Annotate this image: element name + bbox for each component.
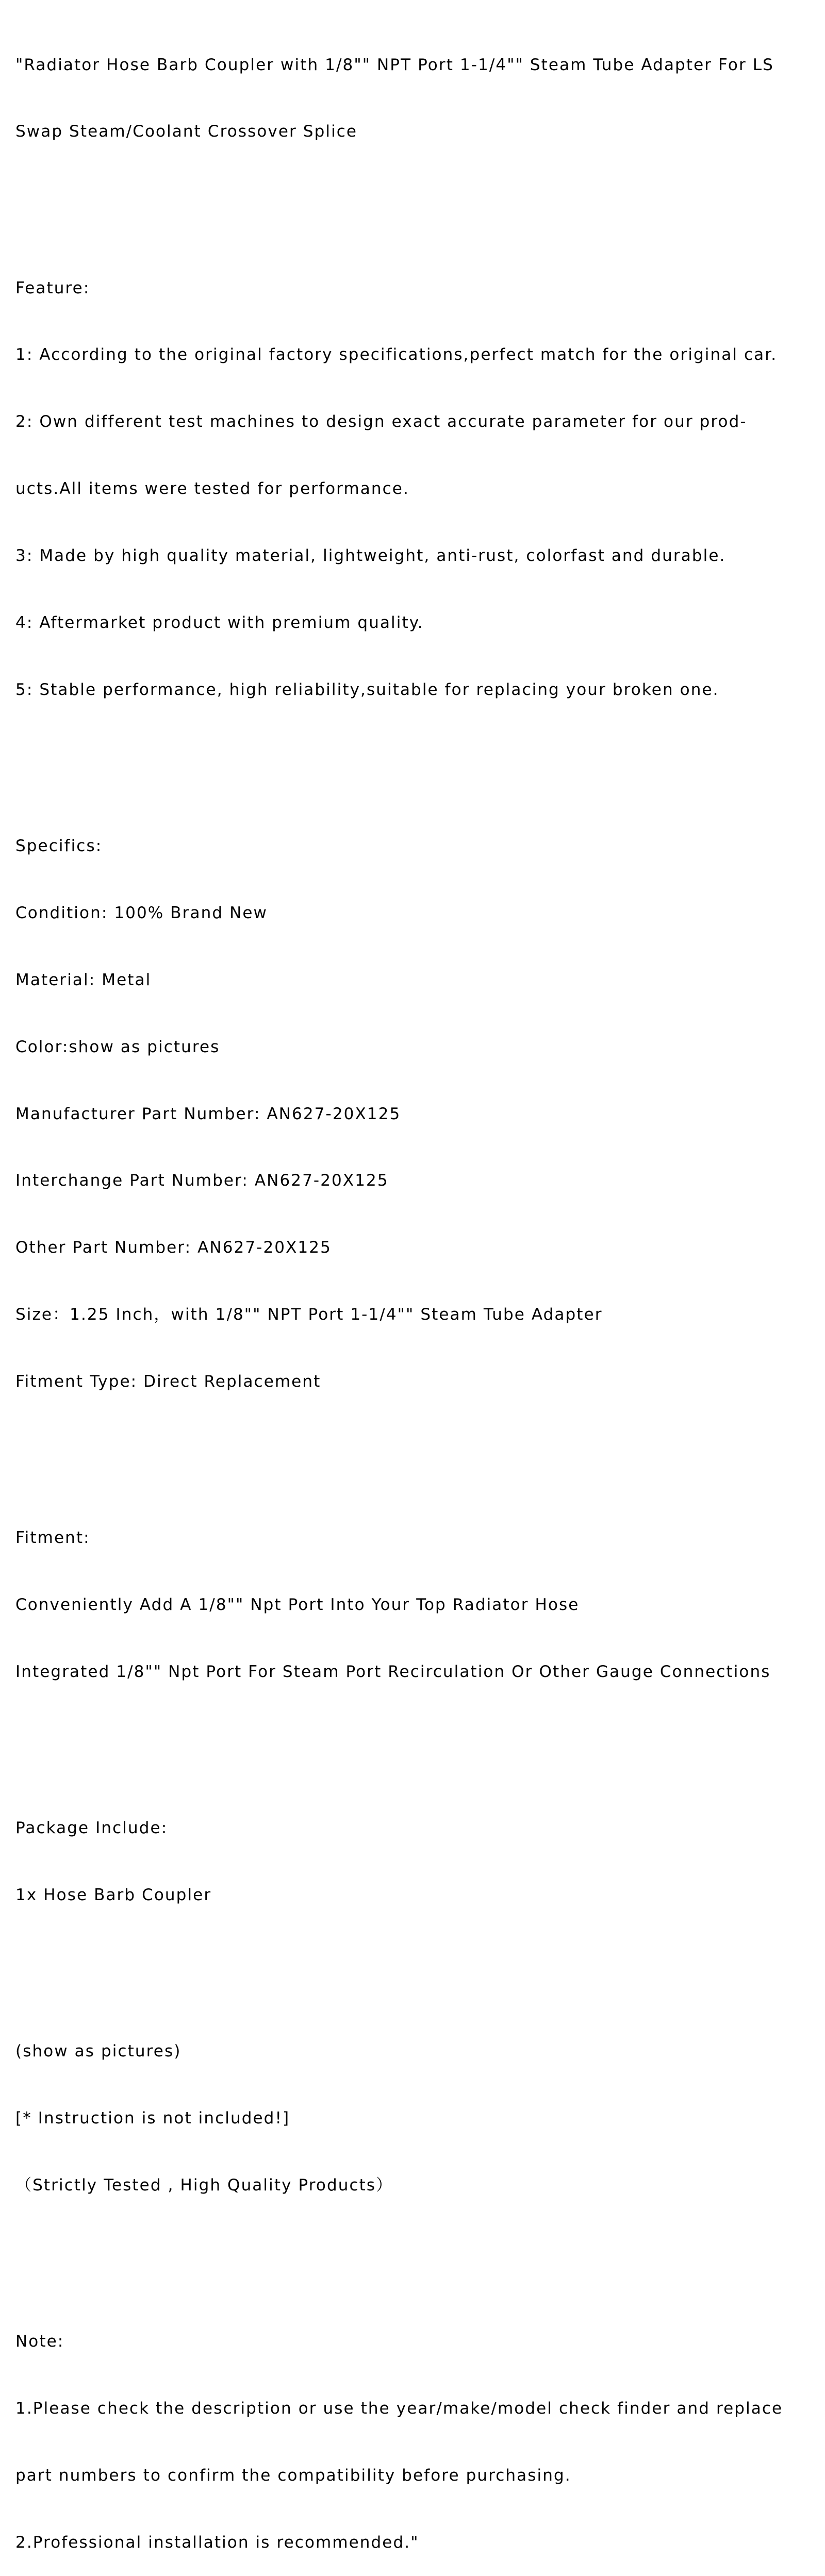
note-item: part numbers to confirm the compatibility before purchasing. (15, 2466, 571, 2485)
feature-item: 5: Stable performance, high reliability,suitable for replacing your broken one. (15, 680, 719, 699)
specifics-item: Condition: 100% Brand New (15, 903, 268, 922)
title-line-2: Swap Steam/Coolant Crossover Splice (15, 122, 358, 141)
feature-heading: Feature: (15, 278, 90, 297)
product-description (15, 9, 817, 2576)
spacer (15, 1951, 817, 1973)
specifics-item: Size：1.25 Inch，with 1/8"" NPT Port 1-1/4"" Steam Tube Adapter (15, 1305, 603, 1324)
feature-item: 3: Made by high quality material, lightweight, anti-rust, colorfast and durable. (15, 546, 726, 566)
feature-item: 4: Aftermarket product with premium quality. (15, 613, 424, 633)
note-item: 1.Please check the description or use the year/make/model check finder and replace (15, 2399, 783, 2418)
tested-note: （Strictly Tested , High Quality Products） (15, 2175, 393, 2195)
feature-item: 1: According to the original factory specifications,perfect match for the original car. (15, 345, 778, 364)
specifics-item: Other Part Number: AN627-20X125 (15, 1238, 332, 1257)
fitment-heading: Fitment: (15, 1528, 90, 1548)
specifics-item: Material: Metal (15, 970, 152, 989)
specifics-item: Manufacturer Part Number: AN627-20X125 (15, 1104, 401, 1123)
spacer (15, 746, 817, 768)
spacer (15, 1438, 817, 1460)
note-heading: Note: (15, 2332, 64, 2351)
note-item: 2.Professional installation is recommended." (15, 2533, 419, 2552)
specifics-item: Interchange Part Number: AN627-20X125 (15, 1171, 389, 1190)
title-line-1: "Radiator Hose Barb Coupler with 1/8"" NPT Port 1-1/4"" Steam Tube Adapter For LS (15, 55, 774, 74)
fitment-item: Conveniently Add A 1/8"" Npt Port Into Your Top Radiator Hose (15, 1596, 580, 1615)
spacer (15, 2241, 817, 2264)
specifics-heading: Specifics: (15, 836, 103, 855)
feature-item: ucts.All items were tested for performance. (15, 479, 409, 498)
feature-item: 2: Own different test machines to design exact accurate parameter for our prod- (15, 412, 747, 431)
specifics-item: Color:show as pictures (15, 1037, 220, 1056)
package-item: 1x Hose Barb Coupler (15, 1885, 212, 1904)
show-as-pictures-text: (show as pictures) (15, 2042, 182, 2061)
spacer (15, 1728, 817, 1750)
specifics-item: Fitment Type: Direct Replacement (15, 1372, 321, 1391)
package-heading: Package Include: (15, 1819, 168, 1838)
fitment-item: Integrated 1/8"" Npt Port For Steam Port Recirculation Or Other Gauge Connections (15, 1662, 771, 1681)
instruction-note: [* Instruction is not included!] (15, 2108, 290, 2128)
spacer (15, 188, 817, 210)
